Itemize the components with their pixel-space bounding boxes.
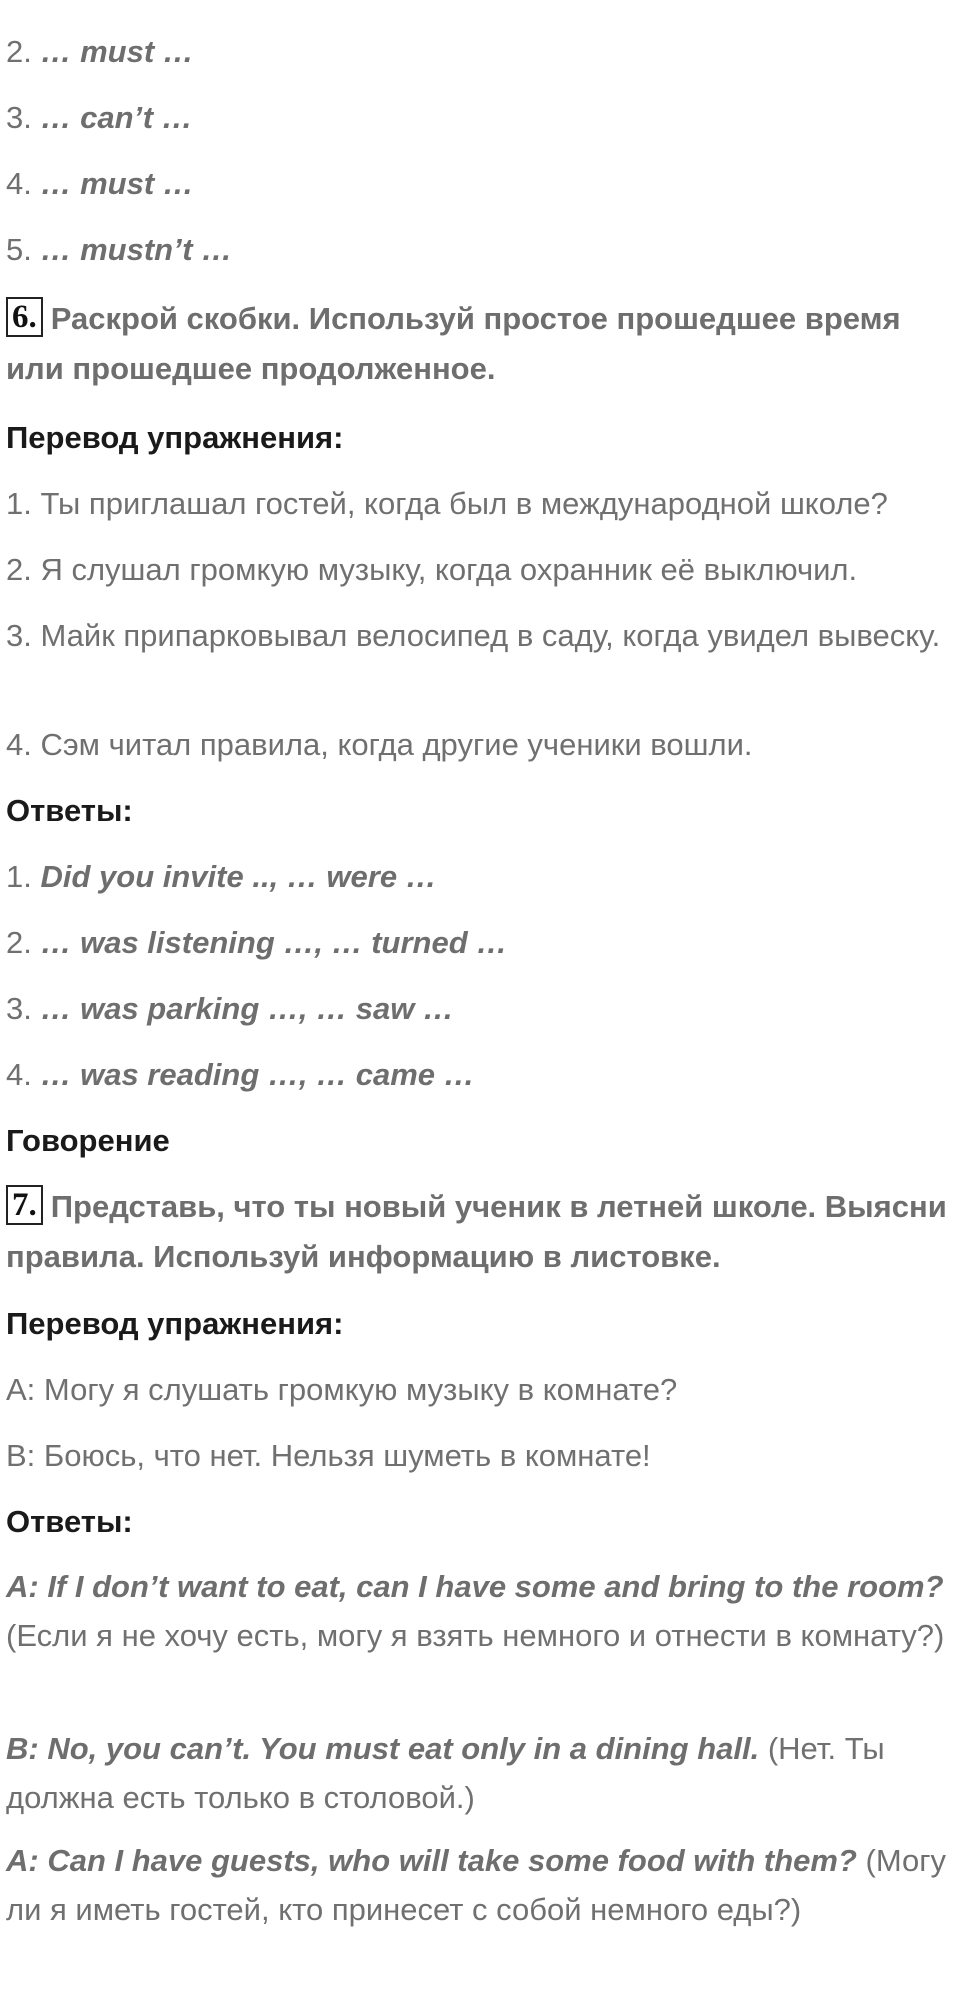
answer-text: … was reading …, … came …: [40, 1057, 475, 1092]
answer-number: 2.: [6, 34, 32, 69]
answer-line: [6, 923, 507, 963]
answer-line: [6, 857, 437, 897]
answer-number: 2.: [6, 925, 32, 960]
answer-number: 5.: [6, 232, 32, 267]
section-heading: Говорение: [6, 1123, 170, 1158]
dialogue-russian: (Нет. Ты должна есть только в столовой.): [6, 1731, 885, 1815]
task-6-instruction: [6, 294, 950, 394]
answer-number: 4.: [6, 166, 32, 201]
dialogue-answer: [6, 1724, 950, 1822]
translation-line: 3. Майк припарковывал велосипед в саду, когда увидел вывеску.: [6, 618, 941, 653]
answer-text: … must …: [40, 34, 194, 69]
answer-text: … must …: [40, 166, 194, 201]
answer-number: 1.: [6, 859, 32, 894]
answers-heading: Ответы:: [6, 1504, 133, 1539]
dialogue-english: B: No, you can’t. You must eat only in a dining hall.: [6, 1731, 760, 1766]
answer-text: … can’t …: [40, 100, 193, 135]
dialogue-english: A: Can I have guests, who will take some food with them?: [6, 1843, 857, 1878]
answer-text: Did you invite .., … were …: [40, 859, 437, 894]
translation-line: 4. Сэм читал правила, когда другие ученики вошли.: [6, 727, 753, 762]
answer-number: 3.: [6, 100, 32, 135]
task-instruction-text: Раскрой скобки. Используй простое прошедшее время или прошедшее продолженное.: [6, 301, 901, 386]
translation-line: 1. Ты приглашал гостей, когда был в международной школе?: [6, 486, 888, 521]
answer-number: 4.: [6, 1057, 32, 1092]
translation-line: 2. Я слушал громкую музыку, когда охранник её выключил.: [6, 552, 858, 587]
answer-text: … mustn’t …: [40, 232, 233, 267]
translation-heading: Перевод упражнения:: [6, 420, 344, 455]
dialogue-russian: (Могу ли я иметь гостей, кто принесет с собой немного еды?): [6, 1843, 947, 1927]
dialogue-english: A: If I don’t want to eat, can I have some and bring to the room?: [6, 1569, 944, 1604]
answer-line: [6, 989, 454, 1029]
answer-line: [6, 230, 232, 270]
answer-line: [6, 164, 194, 204]
task-number-box: 6.: [6, 297, 43, 337]
dialogue-answer: [6, 1562, 950, 1660]
answers-heading: Ответы:: [6, 793, 133, 828]
answer-line: [6, 32, 194, 72]
task-instruction-text: Представь, что ты новый ученик в летней школе. Выясни правила. Используй информацию в листовке.: [6, 1189, 947, 1274]
translation-heading: Перевод упражнения:: [6, 1306, 344, 1341]
task-number-box: 7.: [6, 1185, 43, 1225]
dialogue-answer: [6, 1836, 950, 1934]
dialogue-russian: (Если я не хочу есть, могу я взять немного и отнести в комнату?): [6, 1618, 945, 1653]
translation-line: A: Могу я слушать громкую музыку в комнате?: [6, 1372, 678, 1407]
answer-line: [6, 98, 193, 138]
answer-number: 3.: [6, 991, 32, 1026]
answer-line: [6, 1055, 475, 1095]
answer-text: … was listening …, … turned …: [40, 925, 508, 960]
translation-line: B: Боюсь, что нет. Нельзя шуметь в комнате!: [6, 1438, 651, 1473]
task-7-instruction: [6, 1182, 950, 1282]
answer-text: … was parking …, … saw …: [40, 991, 454, 1026]
